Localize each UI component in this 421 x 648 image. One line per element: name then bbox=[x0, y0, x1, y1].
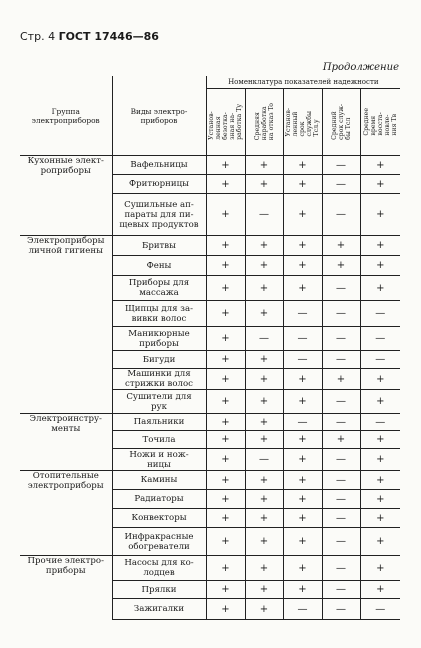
device-name: Паяльники bbox=[112, 414, 206, 431]
indicator-value: + bbox=[360, 431, 400, 449]
device-name: Прялки bbox=[112, 581, 206, 599]
indicator-value: + bbox=[322, 256, 360, 276]
device-name: Инфракрасные обогреватели bbox=[112, 528, 206, 556]
indicator-value: + bbox=[245, 490, 283, 509]
indicator-value: — bbox=[283, 351, 322, 369]
device-name: Ножи и нож- ницы bbox=[112, 449, 206, 471]
indicator-value: + bbox=[283, 556, 322, 581]
indicator-header-2 bbox=[245, 89, 283, 156]
indicator-value: — bbox=[283, 327, 322, 351]
indicator-value: — bbox=[322, 327, 360, 351]
indicator-value: + bbox=[245, 528, 283, 556]
indicator-value: — bbox=[283, 599, 322, 620]
indicator-value: + bbox=[283, 156, 322, 175]
indicator-header-1 bbox=[206, 89, 245, 156]
indicators-title: Номенклатура показателей надежности bbox=[206, 76, 400, 89]
indicator-value: + bbox=[245, 581, 283, 599]
indicator-label: Среднее время восста- новле- ния Tв bbox=[362, 108, 398, 136]
indicator-value: + bbox=[245, 276, 283, 301]
device-name: Фритюрницы bbox=[112, 175, 206, 194]
indicator-value: — bbox=[360, 301, 400, 327]
indicator-value: + bbox=[360, 556, 400, 581]
indicator-value: + bbox=[206, 236, 245, 256]
indicator-value: + bbox=[360, 175, 400, 194]
indicator-value: + bbox=[283, 175, 322, 194]
indicator-header-5 bbox=[360, 89, 400, 156]
device-name: Маникюрные приборы bbox=[112, 327, 206, 351]
indicator-header-3 bbox=[283, 89, 322, 156]
indicator-value: — bbox=[322, 175, 360, 194]
indicator-value: + bbox=[206, 390, 245, 414]
indicator-value: + bbox=[322, 369, 360, 390]
indicator-value: — bbox=[245, 194, 283, 236]
indicator-value: — bbox=[322, 471, 360, 490]
indicator-label: Средняя наработка на отказ To bbox=[253, 103, 275, 141]
indicator-value: + bbox=[360, 256, 400, 276]
indicator-value: — bbox=[322, 194, 360, 236]
continuation-label: Продолжение bbox=[322, 62, 399, 73]
table-row bbox=[20, 556, 400, 581]
indicator-value: + bbox=[360, 490, 400, 509]
indicator-value: + bbox=[245, 175, 283, 194]
group-column-header: Группа электроприборов bbox=[20, 76, 112, 156]
indicator-value: — bbox=[322, 276, 360, 301]
indicator-value: + bbox=[206, 556, 245, 581]
indicator-value: + bbox=[245, 256, 283, 276]
device-name: Бигуди bbox=[112, 351, 206, 369]
device-name: Приборы для массажа bbox=[112, 276, 206, 301]
indicator-value: + bbox=[283, 581, 322, 599]
indicator-value: + bbox=[206, 156, 245, 175]
indicator-value: — bbox=[283, 414, 322, 431]
indicator-value: — bbox=[245, 449, 283, 471]
indicator-value: — bbox=[360, 414, 400, 431]
indicator-label: Средний срок служ- бы Tсл bbox=[330, 104, 352, 140]
indicator-value: + bbox=[245, 414, 283, 431]
device-name: Вафельницы bbox=[112, 156, 206, 175]
indicator-value: + bbox=[283, 449, 322, 471]
group-name: Прочие электро- приборы bbox=[20, 556, 112, 620]
indicator-value: + bbox=[322, 431, 360, 449]
device-name: Точила bbox=[112, 431, 206, 449]
reliability-table bbox=[20, 76, 400, 620]
group-name: Кухонные элект- роприборы bbox=[20, 156, 112, 236]
indicator-label: Установ- ленная безотка- зная на- работка Tу bbox=[208, 104, 243, 140]
indicator-value: + bbox=[245, 156, 283, 175]
indicator-value: + bbox=[206, 351, 245, 369]
indicator-value: + bbox=[283, 471, 322, 490]
indicator-value: + bbox=[360, 276, 400, 301]
indicator-value: + bbox=[283, 390, 322, 414]
indicator-value: — bbox=[322, 581, 360, 599]
indicator-value: — bbox=[360, 351, 400, 369]
table-row bbox=[20, 156, 400, 175]
indicator-value: + bbox=[360, 449, 400, 471]
indicator-value: + bbox=[283, 490, 322, 509]
indicator-value: + bbox=[206, 276, 245, 301]
indicator-value: — bbox=[322, 449, 360, 471]
group-name: Электроинстру- менты bbox=[20, 414, 112, 471]
indicator-value: — bbox=[360, 327, 400, 351]
indicator-value: + bbox=[360, 194, 400, 236]
indicator-value: + bbox=[283, 256, 322, 276]
indicator-value: + bbox=[206, 449, 245, 471]
indicator-value: + bbox=[360, 236, 400, 256]
indicator-value: + bbox=[245, 556, 283, 581]
device-name: Камины bbox=[112, 471, 206, 490]
indicator-value: — bbox=[322, 599, 360, 620]
device-name: Бритвы bbox=[112, 236, 206, 256]
page-label: Стр. 4 bbox=[20, 30, 56, 43]
table-row bbox=[20, 471, 400, 490]
indicator-value: — bbox=[322, 509, 360, 528]
indicator-value: — bbox=[322, 301, 360, 327]
indicator-value: — bbox=[322, 351, 360, 369]
indicator-value: — bbox=[322, 556, 360, 581]
indicator-value: + bbox=[245, 599, 283, 620]
indicator-value: + bbox=[245, 301, 283, 327]
indicator-value: + bbox=[206, 471, 245, 490]
device-name: Насосы для ко- лодцев bbox=[112, 556, 206, 581]
group-name: Электроприборы личной гигиены bbox=[20, 236, 112, 414]
indicator-value: — bbox=[322, 390, 360, 414]
indicator-value: + bbox=[206, 301, 245, 327]
indicator-value: + bbox=[360, 156, 400, 175]
indicator-label: Установ- ленный срок службы Tсл.у bbox=[285, 107, 320, 137]
indicator-value: + bbox=[206, 490, 245, 509]
device-name: Щипцы для за- вивки волос bbox=[112, 301, 206, 327]
group-name: Отопительные электроприборы bbox=[20, 471, 112, 556]
indicator-value: + bbox=[360, 471, 400, 490]
device-name: Фены bbox=[112, 256, 206, 276]
indicator-value: + bbox=[206, 581, 245, 599]
device-name: Сушители для рук bbox=[112, 390, 206, 414]
indicator-value: + bbox=[206, 414, 245, 431]
indicator-value: + bbox=[360, 509, 400, 528]
indicator-value: + bbox=[360, 390, 400, 414]
table-row bbox=[20, 236, 400, 256]
indicator-value: + bbox=[322, 236, 360, 256]
device-name: Зажигалки bbox=[112, 599, 206, 620]
indicator-value: + bbox=[283, 528, 322, 556]
indicator-value: + bbox=[206, 327, 245, 351]
indicator-value: + bbox=[283, 431, 322, 449]
indicator-value: — bbox=[322, 414, 360, 431]
indicator-value: — bbox=[322, 528, 360, 556]
indicator-value: + bbox=[206, 175, 245, 194]
indicator-value: + bbox=[245, 431, 283, 449]
indicator-value: + bbox=[206, 599, 245, 620]
indicator-header-4 bbox=[322, 89, 360, 156]
device-name: Машинки для стрижки волос bbox=[112, 369, 206, 390]
table-row bbox=[20, 414, 400, 431]
indicator-value: — bbox=[283, 301, 322, 327]
indicator-value: + bbox=[283, 236, 322, 256]
indicator-value: + bbox=[206, 431, 245, 449]
indicator-value: + bbox=[245, 390, 283, 414]
indicator-value: + bbox=[245, 471, 283, 490]
indicator-value: + bbox=[283, 276, 322, 301]
indicator-value: + bbox=[360, 581, 400, 599]
device-name: Радиаторы bbox=[112, 490, 206, 509]
indicator-value: + bbox=[206, 528, 245, 556]
device-name: Конвекторы bbox=[112, 509, 206, 528]
indicator-value: + bbox=[206, 369, 245, 390]
indicator-value: + bbox=[245, 509, 283, 528]
indicator-value: — bbox=[322, 490, 360, 509]
indicator-value: + bbox=[245, 369, 283, 390]
indicator-value: + bbox=[360, 369, 400, 390]
standard-code: ГОСТ 17446—86 bbox=[58, 30, 159, 43]
indicator-value: — bbox=[245, 327, 283, 351]
indicator-value: + bbox=[283, 509, 322, 528]
indicator-value: — bbox=[360, 599, 400, 620]
indicator-value: + bbox=[206, 509, 245, 528]
indicator-value: + bbox=[283, 194, 322, 236]
indicator-value: — bbox=[322, 156, 360, 175]
page-header bbox=[20, 30, 159, 43]
device-column-header: Виды электро- приборов bbox=[112, 76, 206, 156]
indicator-value: + bbox=[283, 369, 322, 390]
indicator-value: + bbox=[245, 351, 283, 369]
indicator-value: + bbox=[360, 528, 400, 556]
indicator-value: + bbox=[206, 256, 245, 276]
device-name: Сушильные ап- параты для пи- щевых продуктов bbox=[112, 194, 206, 236]
indicator-value: + bbox=[245, 236, 283, 256]
indicator-value: + bbox=[206, 194, 245, 236]
